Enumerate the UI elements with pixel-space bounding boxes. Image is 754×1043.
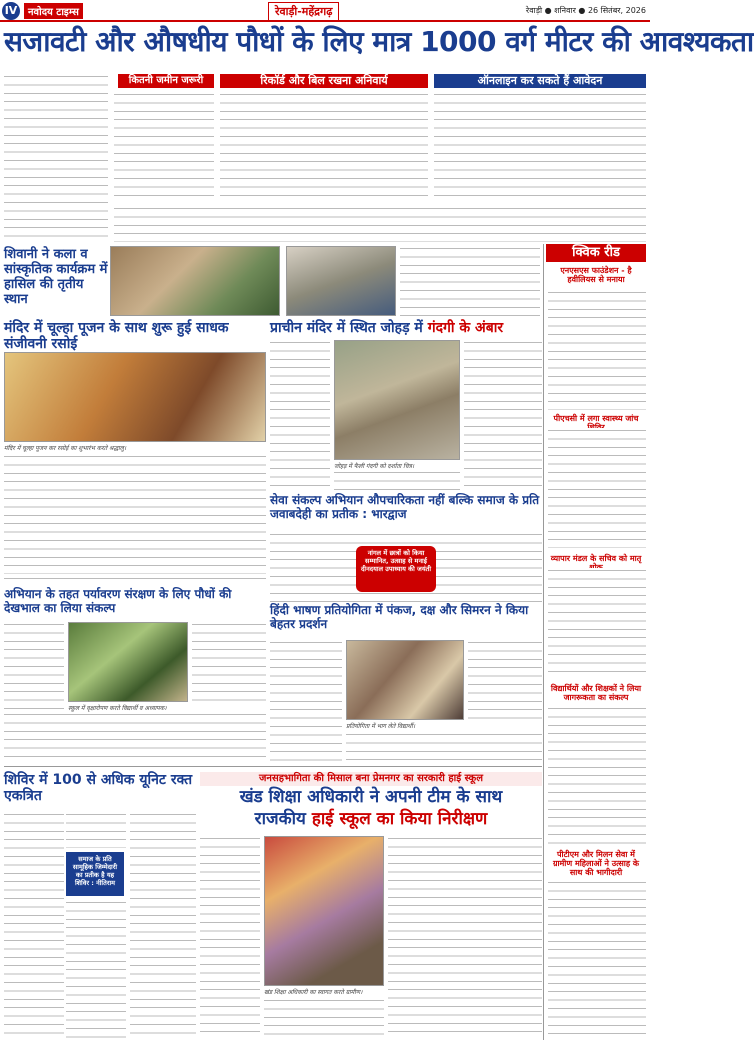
headline-shivani: शिवानी ने कला व सांस्कृतिक कार्यक्रम में हासिल की तृतीय स्थान (4, 247, 108, 307)
brand-logo: नवोदय टाइम्स (24, 3, 83, 19)
headline-seva: सेवा संकल्प अभियान औपचारिकता नहीं बल्कि समाज के प्रति जवाबदेही का प्रतीक : भारद्वाज (270, 493, 540, 521)
quick-read-item4: विद्यार्थियों और शिक्षकों ने लिया जागरूकता का संकल्प (550, 684, 642, 703)
section-divider (4, 766, 542, 767)
photo-khand (264, 836, 384, 986)
story-khand-col1 (200, 836, 260, 1038)
quick-read-text4 (548, 706, 646, 846)
headline-khand: खंड शिक्षा अधिकारी ने अपनी टीम के साथ (239, 787, 503, 807)
story-mandir-text (4, 454, 266, 574)
story-hindi-col1 (270, 640, 342, 764)
story-left-mid (4, 576, 266, 584)
page-header (0, 0, 650, 22)
quick-read-text5 (548, 880, 646, 1038)
kicker-jansah: जनसहभागिता की मिसाल बना प्रेमनगर का सरकारी हाई स्कूल (200, 772, 542, 786)
photo-stage (286, 246, 396, 316)
headline-mandir-choolha: मंदिर में चूल्हा पूजन के साथ शुरू हुई साधक संजीवनी रसोई (4, 320, 229, 353)
photo-hindi (346, 640, 464, 720)
headline-gandagi-red: गंदगी के अंबार (427, 320, 504, 336)
story-gandagi-col3 (334, 470, 460, 490)
quick-read-title: क्विक रीड (546, 244, 646, 262)
edition-city: रेवाड़ी-महेंद्रगढ़ (268, 2, 339, 21)
quick-read-text3 (548, 568, 646, 678)
headline-rajkiya-prefix: राजकीय (254, 809, 306, 829)
subhead-online: ऑनलाइन कर सकते हैं आवेदन (434, 74, 646, 88)
photo-shivani (110, 246, 280, 316)
headline-gandagi (270, 320, 542, 336)
story-text-mid (400, 246, 540, 318)
story-gandagi-col1 (270, 340, 330, 490)
caption-abhiyan: स्कूल में वृक्षारोपण करते विद्यार्थी व अध्यापक। (68, 705, 167, 712)
subhead-kitni: कितनी जमीन जरूरी (118, 74, 214, 88)
story-hindi-bottom (346, 732, 542, 764)
story-shivir-col2 (66, 900, 126, 1038)
story-text-col4 (434, 92, 646, 202)
caption-johad: जोहड़ में फैली गंदगी को दर्शाता चित्र। (334, 463, 415, 470)
story-abhiyan-col1 (4, 622, 64, 712)
quick-read-text1 (548, 290, 646, 410)
sidebar-divider (543, 244, 544, 1040)
quick-read-item1: एनएसएस फाउंडेशन - है हवीलियस से मनाया (560, 266, 632, 285)
quick-read-text2 (548, 428, 646, 548)
story-abhiyan-bottom (4, 712, 266, 762)
headline-hindi: हिंदी भाषण प्रतियोगिता में पंकज, दक्ष और सिमरन ने किया बेहतर प्रदर्शन (270, 603, 529, 631)
story-gandagi-col2 (464, 340, 542, 490)
story-abhiyan-col2 (192, 622, 266, 702)
story-shivir-col2-top (66, 812, 126, 848)
quick-read-item3: व्यापार मंडल के सचिव को मातृ (550, 554, 642, 563)
callout-shivir: समाज के प्रति सामूहिक जिम्मेदारी का प्रतीक है यह शिविर : नीतिराम (66, 852, 124, 896)
caption-khand: खंड शिक्षा अधिकारी का स्वागत करते ग्रामीण। (264, 989, 363, 996)
story-hindi-col2 (468, 640, 542, 720)
story-text-col1 (4, 74, 108, 242)
quick-read-item5: पीटीएम और मिलन सेवा में ग्रामीण महिलाओं ने उत्साह के साथ की भागीदारी (552, 850, 640, 878)
caption-mandir: मंदिर में चूल्हा पूजन कर रसोई का शुभारंभ करते श्रद्धालु। (4, 445, 127, 452)
main-headline: सजावटी और औषधीय पौधों के लिए मात्र 1000 वर्ग मीटर की आवश्यकता (4, 25, 754, 58)
headline-gandagi-prefix: प्राचीन मंदिर में स्थित जोहड़ में (270, 320, 423, 336)
headline-rajkiya (200, 810, 542, 830)
edition-date: रेवाड़ी ● शनिवार ● 26 सितंबर, 2026 (525, 6, 646, 15)
quick-read-item2: पीएचसी में लगा स्वास्थ्य जांच (553, 414, 639, 423)
story-text-col2 (114, 92, 214, 202)
headline-rajkiya-red: हाई स्कूल का किया निरीक्षण (311, 809, 488, 829)
photo-johad (334, 340, 460, 460)
headline-abhiyan: अभियान के तहत पर्यावरण संरक्षण के लिए पौधों की देखभाल का लिया संकल्प (4, 587, 232, 615)
story-khand-col2 (264, 998, 384, 1038)
story-text-bottom (114, 206, 646, 242)
story-khand-col3 (388, 836, 542, 1038)
page-number: IV (2, 2, 20, 20)
story-shivir-col3 (130, 812, 196, 1038)
photo-mandir (4, 352, 266, 442)
story-shivir-col1 (4, 812, 64, 1038)
caption-hindi: प्रतियोगिता में भाग लेते विद्यार्थी। (346, 723, 416, 730)
subhead-record: रिकॉर्ड और बिल रखना अनिवार्य (220, 74, 428, 88)
callout-nangal: नांगल में छात्रों को किया सम्मानित, उत्साह से मनाई दीनदयाल उपाध्याय की जयंती (356, 546, 436, 592)
story-text-col3 (220, 92, 428, 202)
headline-shivir: शिविर में 100 से अधिक यूनिट रक्त एकत्रित (4, 772, 193, 805)
photo-abhiyan (68, 622, 188, 702)
